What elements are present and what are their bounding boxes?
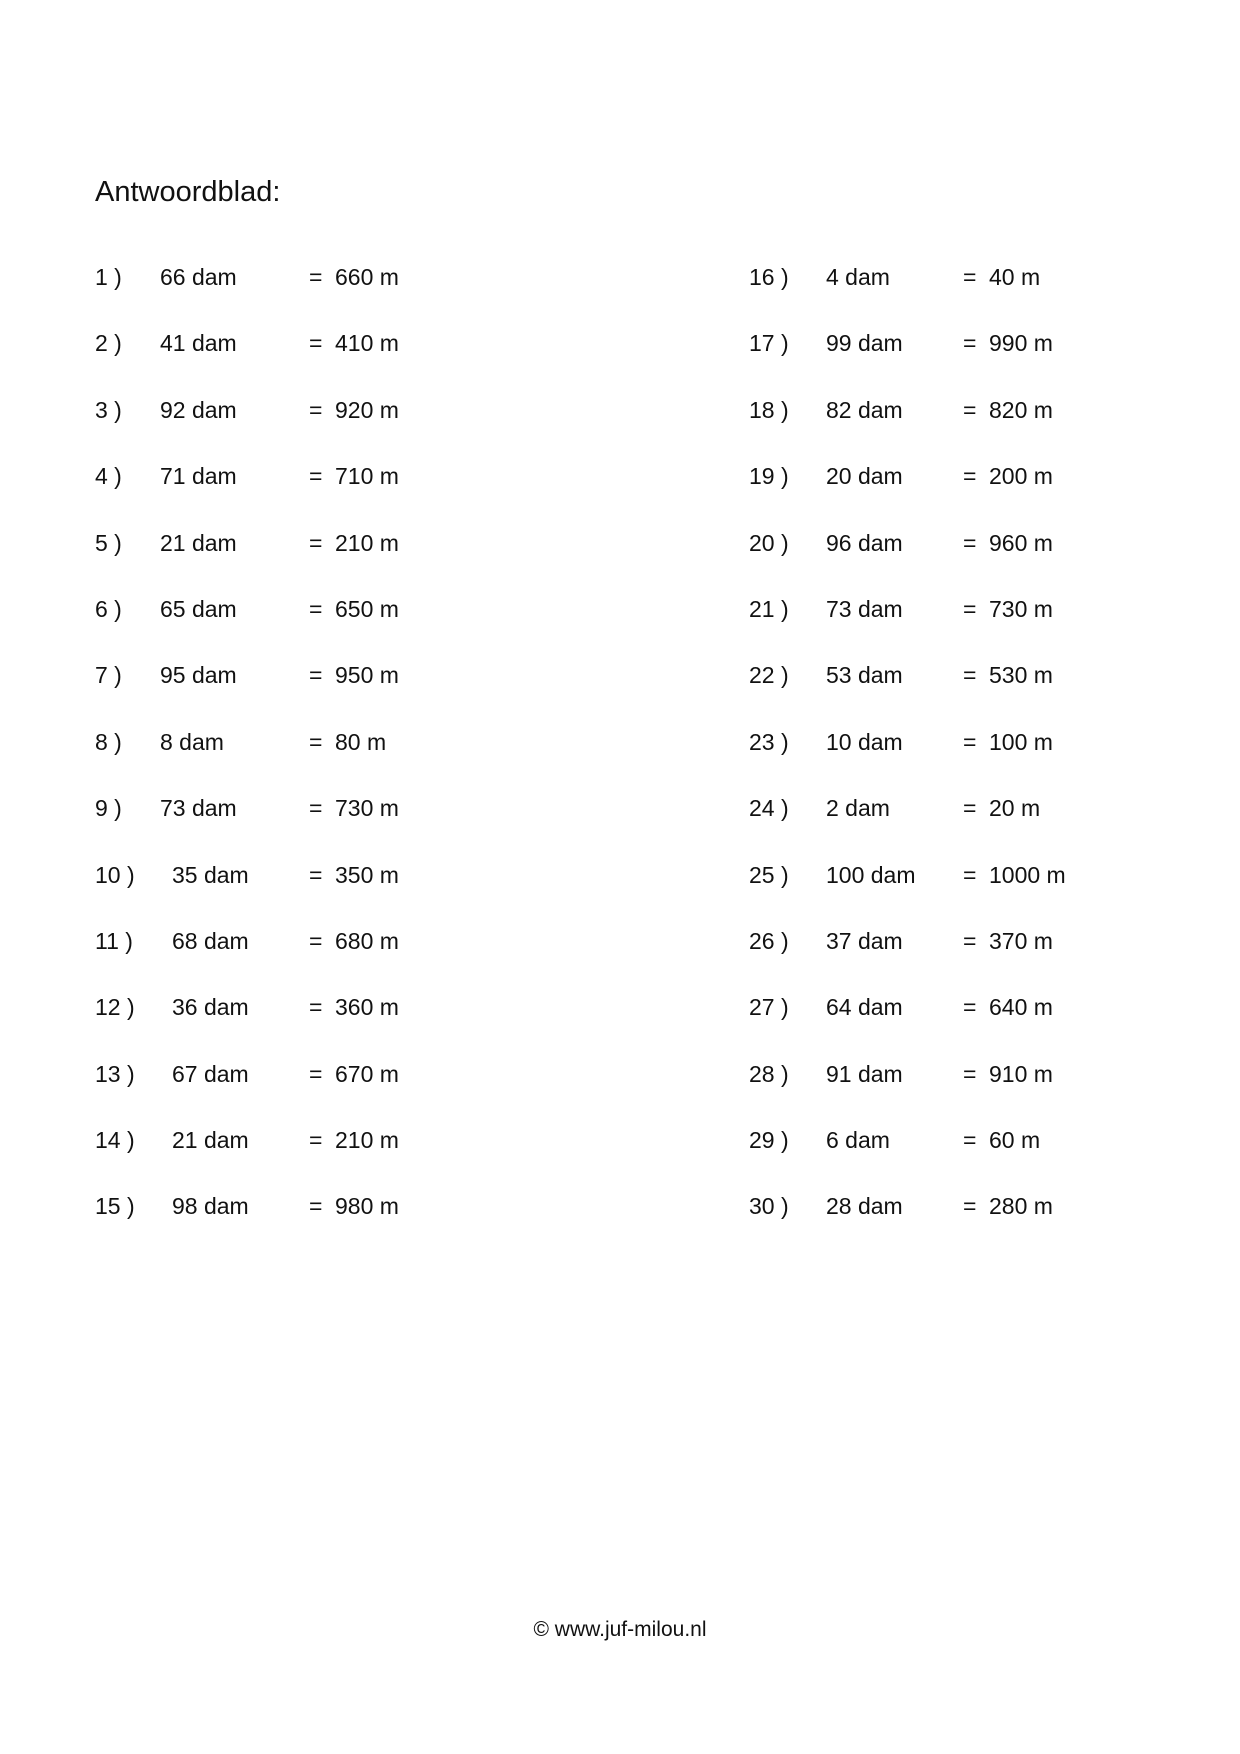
item-answer: 410 m: [335, 330, 399, 357]
item-number: 2 ): [95, 330, 122, 357]
equals-sign: =: [309, 728, 323, 755]
answer-row: [749, 926, 1240, 992]
item-number: 4 ): [95, 463, 122, 490]
item-question: 2 dam: [826, 795, 890, 822]
item-answer: 350 m: [335, 861, 399, 888]
equals-sign: =: [309, 927, 323, 954]
item-answer: 370 m: [989, 927, 1053, 954]
item-number: 15 ): [95, 1193, 135, 1220]
item-answer: 680 m: [335, 927, 399, 954]
item-question: 66 dam: [160, 264, 237, 290]
answer-row: [95, 926, 655, 992]
item-question: 71 dam: [160, 463, 237, 490]
item-question: 10 dam: [826, 728, 903, 755]
item-answer: 530 m: [989, 662, 1053, 689]
item-question: 21 dam: [172, 1127, 249, 1154]
item-number: 18 ): [749, 396, 789, 423]
equals-sign: =: [963, 1193, 977, 1220]
item-number: 28 ): [749, 1060, 789, 1087]
answer-row: [749, 860, 1240, 926]
item-question: 6 dam: [826, 1127, 890, 1154]
item-number: 13 ): [95, 1060, 135, 1087]
item-question: 96 dam: [826, 529, 903, 556]
item-number: 19 ): [749, 463, 789, 490]
answer-row: [95, 528, 655, 594]
item-number: 11 ): [95, 927, 133, 954]
item-answer: 280 m: [989, 1193, 1053, 1220]
answer-row: [749, 262, 1240, 328]
equals-sign: =: [963, 1127, 977, 1154]
answer-row: [95, 328, 655, 394]
item-answer: 360 m: [335, 994, 399, 1021]
page-title: Antwoordblad:: [95, 176, 281, 208]
answer-row: [95, 660, 655, 726]
item-answer: 820 m: [989, 396, 1053, 423]
equals-sign: =: [963, 795, 977, 822]
item-answer: 60 m: [989, 1127, 1041, 1154]
equals-sign: =: [309, 994, 323, 1021]
item-question: 8 dam: [160, 728, 224, 755]
answer-row: [95, 461, 655, 527]
equals-sign: =: [309, 795, 323, 822]
item-answer: 670 m: [335, 1060, 399, 1087]
answer-row: [749, 793, 1240, 859]
item-number: 8 ): [95, 728, 122, 755]
item-question: 98 dam: [172, 1193, 249, 1220]
answer-row: [749, 328, 1240, 394]
item-number: 16 ): [749, 264, 789, 290]
item-question: 95 dam: [160, 662, 237, 689]
item-answer: 210 m: [335, 1127, 399, 1154]
item-number: 29 ): [749, 1127, 789, 1154]
answer-row: [95, 992, 655, 1058]
answer-row: [749, 594, 1240, 660]
item-number: 24 ): [749, 795, 789, 822]
item-number: 30 ): [749, 1193, 789, 1220]
equals-sign: =: [963, 927, 977, 954]
answer-row: [95, 262, 655, 328]
answer-row: [749, 660, 1240, 726]
equals-sign: =: [963, 994, 977, 1021]
item-number: 14 ): [95, 1127, 135, 1154]
equals-sign: =: [309, 330, 323, 357]
equals-sign: =: [963, 529, 977, 556]
item-answer: 80 m: [335, 728, 387, 755]
item-question: 73 dam: [160, 795, 237, 822]
item-answer: 910 m: [989, 1060, 1053, 1087]
item-number: 3 ): [95, 396, 122, 423]
equals-sign: =: [309, 662, 323, 689]
item-answer: 710 m: [335, 463, 399, 490]
item-question: 100 dam: [826, 861, 916, 888]
item-answer: 950 m: [335, 662, 399, 689]
answer-row: [749, 395, 1240, 461]
item-question: 20 dam: [826, 463, 903, 490]
answers-right-column: [749, 262, 1240, 1258]
item-answer: 20 m: [989, 795, 1041, 822]
item-answer: 100 m: [989, 728, 1053, 755]
equals-sign: =: [309, 1193, 323, 1220]
equals-sign: =: [309, 1127, 323, 1154]
item-answer: 1000 m: [989, 861, 1066, 888]
equals-sign: =: [963, 463, 977, 490]
answer-row: [749, 1059, 1240, 1125]
item-number: 6 ): [95, 595, 122, 622]
equals-sign: =: [963, 728, 977, 755]
item-question: 92 dam: [160, 396, 237, 423]
item-number: 1 ): [95, 264, 122, 290]
item-question: 35 dam: [172, 861, 249, 888]
item-question: 53 dam: [826, 662, 903, 689]
item-question: 64 dam: [826, 994, 903, 1021]
equals-sign: =: [309, 529, 323, 556]
item-number: 21 ): [749, 595, 789, 622]
answer-row: [749, 727, 1240, 793]
equals-sign: =: [963, 861, 977, 888]
equals-sign: =: [309, 595, 323, 622]
equals-sign: =: [963, 330, 977, 357]
answer-row: [749, 461, 1240, 527]
item-number: 7 ): [95, 662, 122, 689]
item-question: 82 dam: [826, 396, 903, 423]
item-question: 36 dam: [172, 994, 249, 1021]
item-question: 37 dam: [826, 927, 903, 954]
item-number: 9 ): [95, 795, 122, 822]
item-number: 25 ): [749, 861, 789, 888]
item-question: 67 dam: [172, 1060, 249, 1087]
item-number: 20 ): [749, 529, 789, 556]
answer-row: [95, 860, 655, 926]
item-question: 99 dam: [826, 330, 903, 357]
item-number: 22 ): [749, 662, 789, 689]
equals-sign: =: [309, 264, 323, 290]
item-answer: 920 m: [335, 396, 399, 423]
equals-sign: =: [963, 595, 977, 622]
item-number: 12 ): [95, 994, 135, 1021]
answer-row: [749, 1191, 1240, 1257]
equals-sign: =: [309, 1060, 323, 1087]
item-number: 17 ): [749, 330, 789, 357]
equals-sign: =: [963, 396, 977, 423]
item-answer: 960 m: [989, 529, 1053, 556]
equals-sign: =: [309, 861, 323, 888]
answer-row: [95, 1125, 655, 1191]
item-number: 26 ): [749, 927, 789, 954]
equals-sign: =: [963, 264, 977, 290]
item-question: 65 dam: [160, 595, 237, 622]
item-number: 5 ): [95, 529, 122, 556]
answer-row: [749, 992, 1240, 1058]
item-number: 27 ): [749, 994, 789, 1021]
answer-row: [95, 793, 655, 859]
item-question: 21 dam: [160, 529, 237, 556]
answer-row: [95, 727, 655, 793]
answer-row: [95, 1191, 655, 1257]
equals-sign: =: [963, 662, 977, 689]
item-answer: 650 m: [335, 595, 399, 622]
equals-sign: =: [309, 463, 323, 490]
item-number: 10 ): [95, 861, 135, 888]
equals-sign: =: [963, 1060, 977, 1087]
item-number: 23 ): [749, 728, 789, 755]
item-answer: 730 m: [335, 795, 399, 822]
answer-row: [95, 395, 655, 461]
item-answer: 210 m: [335, 529, 399, 556]
item-answer: 980 m: [335, 1193, 399, 1220]
item-question: 41 dam: [160, 330, 237, 357]
copyright-footer: © www.juf-milou.nl: [533, 1618, 707, 1641]
item-question: 4 dam: [826, 264, 890, 290]
answer-row: [749, 1125, 1240, 1191]
item-answer: 640 m: [989, 994, 1053, 1021]
item-question: 73 dam: [826, 595, 903, 622]
item-question: 91 dam: [826, 1060, 903, 1087]
answer-row: [95, 594, 655, 660]
equals-sign: =: [309, 396, 323, 423]
answers-left-column: [95, 262, 655, 1258]
item-answer: 200 m: [989, 463, 1053, 490]
item-question: 28 dam: [826, 1193, 903, 1220]
answer-row: [95, 1059, 655, 1125]
item-answer: 730 m: [989, 595, 1053, 622]
item-answer: 990 m: [989, 330, 1053, 357]
item-question: 68 dam: [172, 927, 249, 954]
item-answer: 660 m: [335, 264, 399, 290]
answer-row: [749, 528, 1240, 594]
item-answer: 40 m: [989, 264, 1041, 290]
